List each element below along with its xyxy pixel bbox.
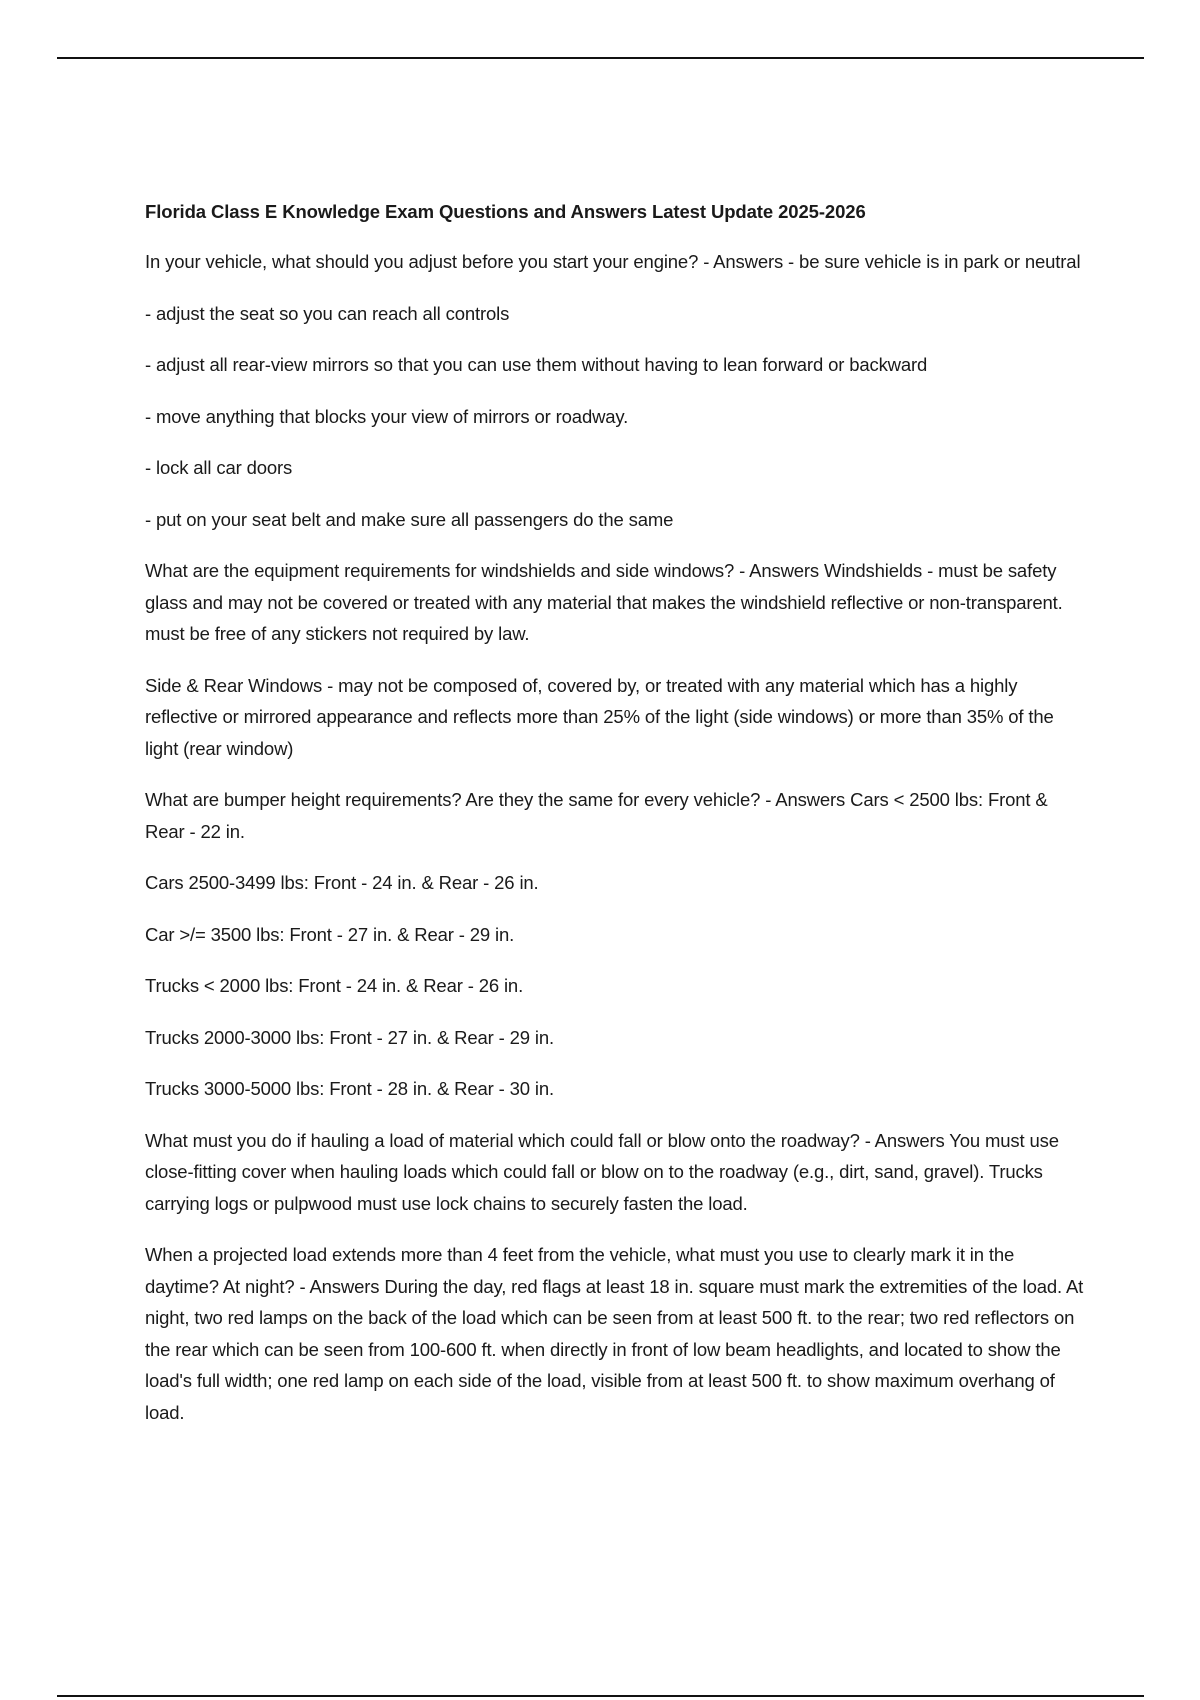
paragraph-adjust-seat: - adjust the seat so you can reach all controls (145, 302, 510, 324)
paragraph-adjust-mirrors: - adjust all rear-view mirrors so that you can use them without having to lean forward or backward (145, 354, 928, 375)
paragraph-seat-belt: - put on your seat belt and make sure all passengers do the same (145, 508, 674, 530)
document-title: Florida Class E Knowledge Exam Questions and Answers Latest Update 2025-2026 (145, 201, 866, 222)
document-body (145, 198, 1090, 1448)
paragraph-bumper-question: What are bumper height requirements? Are they the same for every vehicle? - Answers Cars < 2500 lbs: Front & Rear - 22 in. (145, 789, 1048, 842)
paragraph-bumper-trucks-2000: Trucks < 2000 lbs: Front - 24 in. & Rear - 26 in. (145, 975, 524, 996)
paragraph-bumper-cars-2500: Cars 2500-3499 lbs: Front - 24 in. & Rear - 26 in. (145, 872, 539, 893)
paragraph-hauling-load: What must you do if hauling a load of material which could fall or blow onto the roadway? - Answers You must use close-fitting cover when hauling loads which could fall or blow on to the roadway (e.g., dirt, sand, gravel). Trucks carrying logs or pulpwood must use lock chains to securely fasten the load. (145, 1129, 1059, 1214)
paragraph-adjust-question: In your vehicle, what should you adjust before you start your engine? - Answers - be sure vehicle is in park or neutral (145, 251, 1081, 272)
paragraph-bumper-trucks-5000: Trucks 3000-5000 lbs: Front - 28 in. & Rear - 30 in. (145, 1078, 554, 1099)
paragraph-projected-load: When a projected load extends more than 4 feet from the vehicle, what must you use to clearly mark it in the daytime? At night? - Answers During the day, red flags at least 18 in. square must mark the extremities of the load. At night, two red lamps on the back of the load which can be seen from at least 500 ft. to the rear; two red reflectors on the rear which can be seen from 100-600 ft. when directly in front of low beam headlights, and located to show the load's full width; one red lamp on each side of the load, visible from at least 500 ft. to show maximum overhang of load. (145, 1244, 1084, 1423)
paragraph-lock-doors: - lock all car doors (145, 457, 293, 478)
paragraph-bumper-cars-3500: Car >/= 3500 lbs: Front - 27 in. & Rear - 29 in. (145, 923, 515, 945)
paragraph-windshields: What are the equipment requirements for windshields and side windows? - Answers Windshields - must be safety glass and may not be covered or treated with any material that makes the windshield reflective or non-transparent. must be free of any stickers not required by law. (145, 560, 1063, 644)
footer-rule (57, 1695, 1144, 1697)
paragraph-move-blockers: - move anything that blocks your view of mirrors or roadway. (145, 405, 629, 427)
paragraph-side-rear-windows: Side & Rear Windows - may not be composed of, covered by, or treated with any material which has a highly reflective or mirrored appearance and reflects more than 25% of the light (side windows) or more than 35% of the light (rear window) (145, 674, 1054, 759)
header-rule (57, 57, 1144, 59)
paragraph-bumper-trucks-3000: Trucks 2000-3000 lbs: Front - 27 in. & Rear - 29 in. (145, 1026, 554, 1048)
